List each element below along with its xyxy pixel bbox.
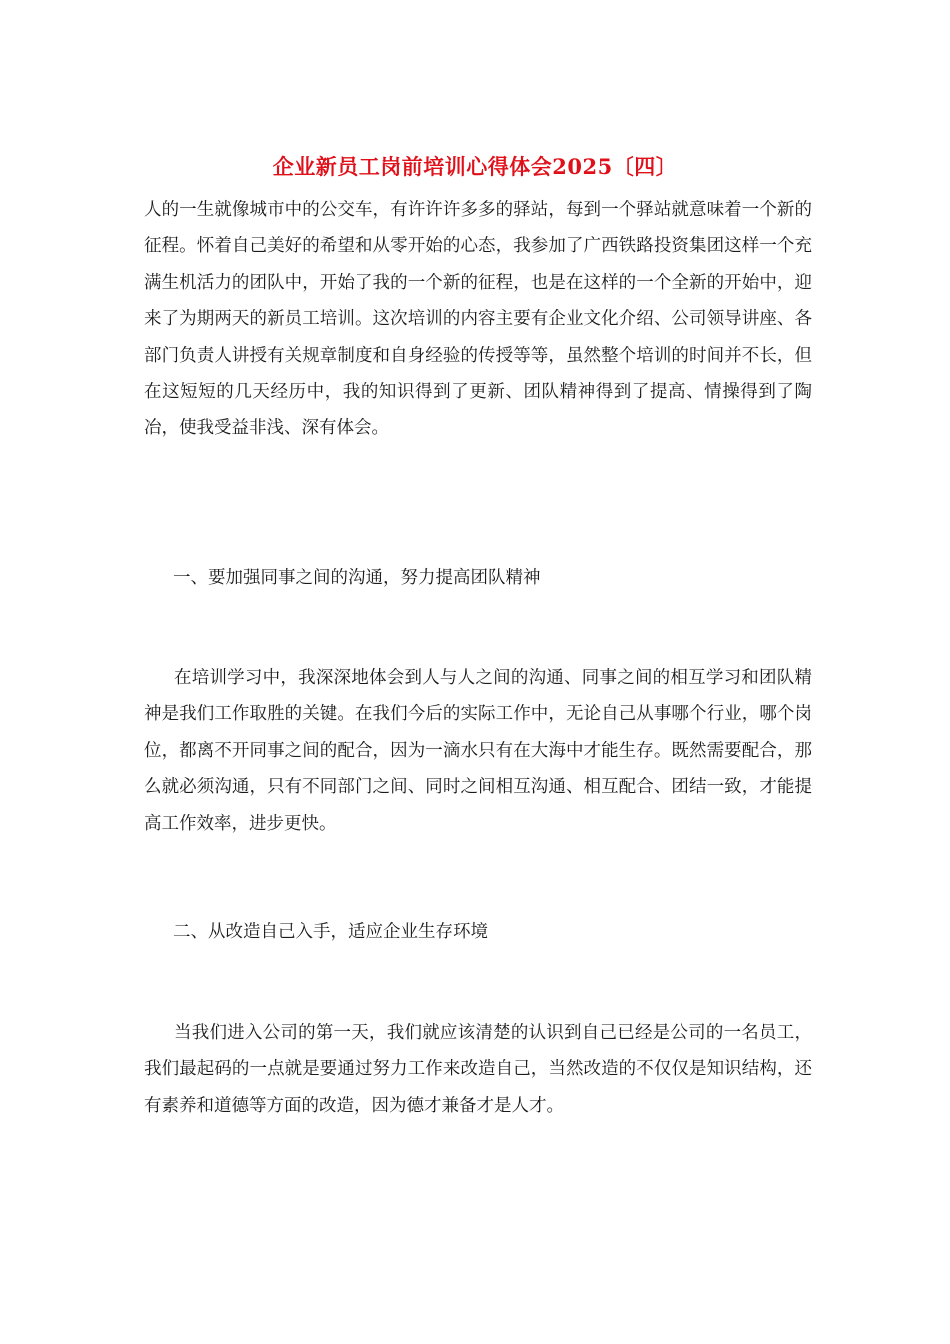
section-1-heading: 一、要加强同事之间的沟通，努力提高团队精神 [173,568,541,588]
section-1-paragraph: 在培训学习中，我深深地体会到人与人之间的沟通、同事之间的相互学习和团队精神是我们工作取胜的关键。在我们今后的实际工作中，无论自己从事哪个行业，哪个岗位，都离不开同事之间的配合，因为一滴水只有在大海中才能生存。既然需要配合，那么就必须沟通，只有不同部门之间、同时之间相互沟通、相互配合、团结一致，才能提高工作效率，进步更快。 [144,668,812,834]
document-title: 企业新员工岗前培训心得体会2025〔四〕 [272,154,678,179]
section-2-paragraph: 当我们进入公司的第一天，我们就应该清楚的认识到自己已经是公司的一名员工，我们最起码的一点就是要通过努力工作来改造自己，当然改造的不仅仅是知识结构，还有素养和道德等方面的改造，因为德才兼备才是人才。 [144,1023,812,1116]
section-2-heading: 二、从改造自己入手，适应企业生存环境 [173,922,488,942]
intro-paragraph: 人的一生就像城市中的公交车，有许许许多多的驿站，每到一个驿站就意味着一个新的征程。怀着自己美好的希望和从零开始的心态，我参加了广西铁路投资集团这样一个充满生机活力的团队中，开始了我的一个新的征程，也是在这样的一个全新的开始中，迎来了为期两天的新员工培训。这次培训的内容主要有企业文化介绍、公司领导讲座、各部门负责人讲授有关规章制度和自身经验的传授等等，虽然整个培训的时间并不长，但在这短短的几天经历中，我的知识得到了更新、团队精神得到了提高、情操得到了陶冶，使我受益非浅、深有体会。 [144,200,812,439]
